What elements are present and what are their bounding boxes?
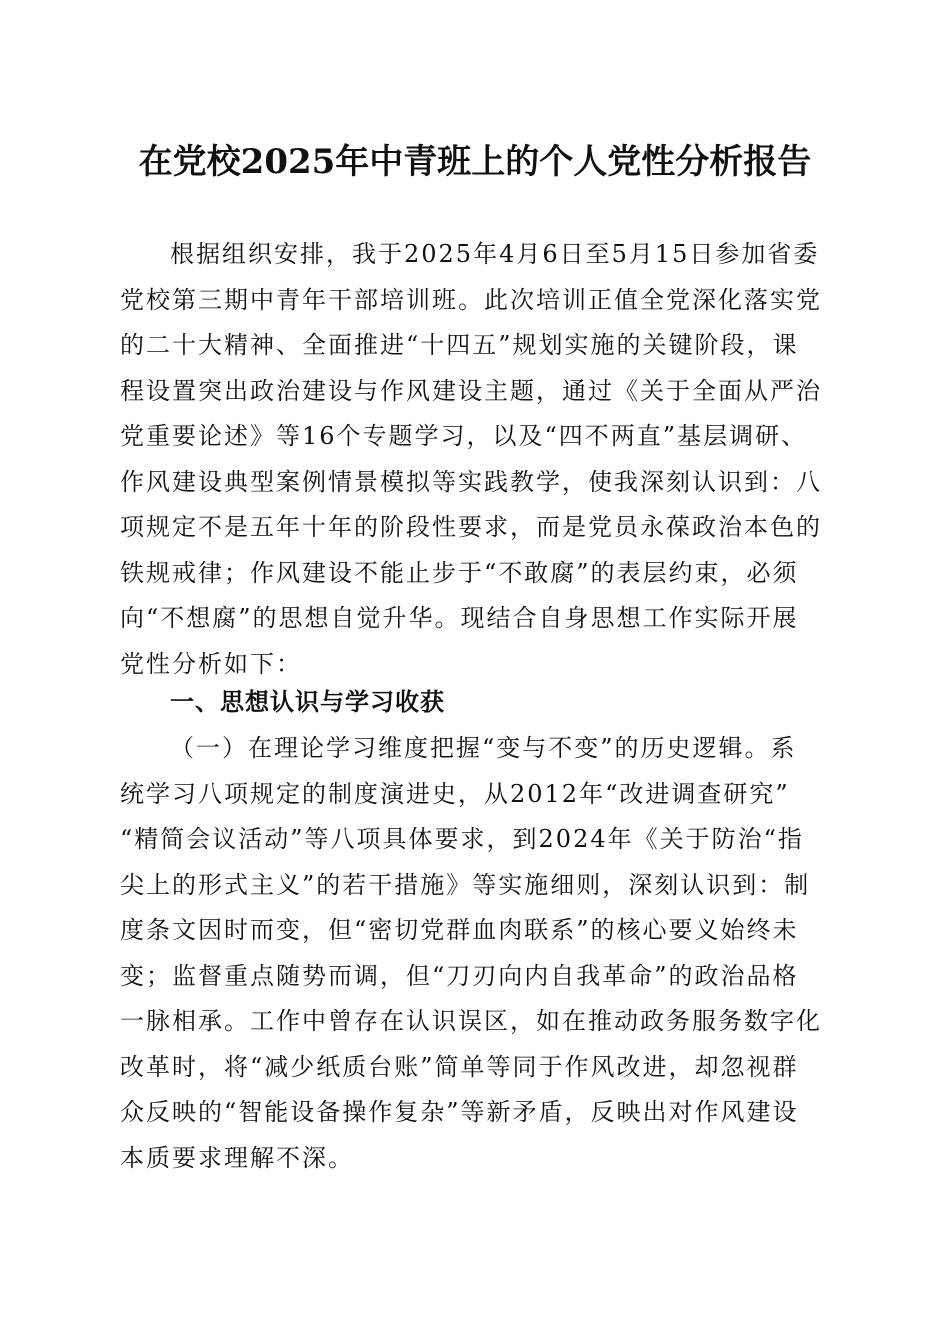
paragraph-line: 统学习八项规定的制度演进史，从2012年“改进调查研究” xyxy=(120,779,790,808)
paragraph-line: 程设置突出政治建设与作风建设主题，通过《关于全面从严治 xyxy=(120,376,822,405)
paragraph-line: 向“不想腐”的思想自觉升华。现结合自身思想工作实际开展 xyxy=(120,604,799,632)
paragraph-line: 的二十大精神、全面推进“十四五”规划实施的关键阶段，课 xyxy=(120,331,799,359)
paragraph-line: 众反映的“智能设备操作复杂”等新矛盾，反映出对作风建设 xyxy=(120,1098,799,1126)
paragraph-line: 改革时，将“减少纸质台账”简单等同于作风改进，却忽视群 xyxy=(120,1052,799,1081)
paragraph-line: （一）在理论学习维度把握“变与不变”的历史逻辑。系 xyxy=(170,734,797,762)
paragraph-line: 一脉相承。工作中曾存在认识误区，如在推动政务服务数字化 xyxy=(120,1007,822,1035)
document-title: 在党校2025年中青班上的个人党性分析报告 xyxy=(138,142,812,182)
paragraph-line: 项规定不是五年十年的阶段性要求，而是党员永葆政治本色的 xyxy=(120,513,822,541)
intro-paragraph xyxy=(120,232,825,687)
paragraph-line: 党重要论述》等16个专题学习，以及“四不两直”基层调研、 xyxy=(120,422,808,450)
paragraph-line: “精简会议活动”等八项具体要求，到2024年《关于防治“指 xyxy=(120,825,804,853)
paragraph-line: 变；监督重点随势而调，但“刀刃向内自我革命”的政治品格 xyxy=(120,961,799,990)
paragraph-line: 作风建设典型案例情景模拟等实践教学，使我深刻认识到：八 xyxy=(120,467,822,496)
paragraph-line: 铁规戒律；作风建设不能止步于“不敢腐”的表层约束，必须 xyxy=(120,558,799,587)
section-heading: 一、思想认识与学习收获 xyxy=(170,688,445,716)
paragraph-line: 根据组织安排，我于2025年4月6日至5月15日参加省委 xyxy=(170,240,820,268)
paragraph-line: 党校第三期中青年干部培训班。此次培训正值全党深化落实党 xyxy=(120,285,822,314)
paragraph-line: 度条文因时而变，但“密切党群血肉联系”的核心要义始终未 xyxy=(120,916,799,944)
paragraph-line: 本质要求理解不深。 xyxy=(120,1143,354,1172)
subsection-paragraph xyxy=(120,726,825,1181)
paragraph-line: 尖上的形式主义”的若干措施》等实施细则，深刻认识到：制 xyxy=(120,870,811,899)
paragraph-line: 党性分析如下： xyxy=(120,649,302,678)
